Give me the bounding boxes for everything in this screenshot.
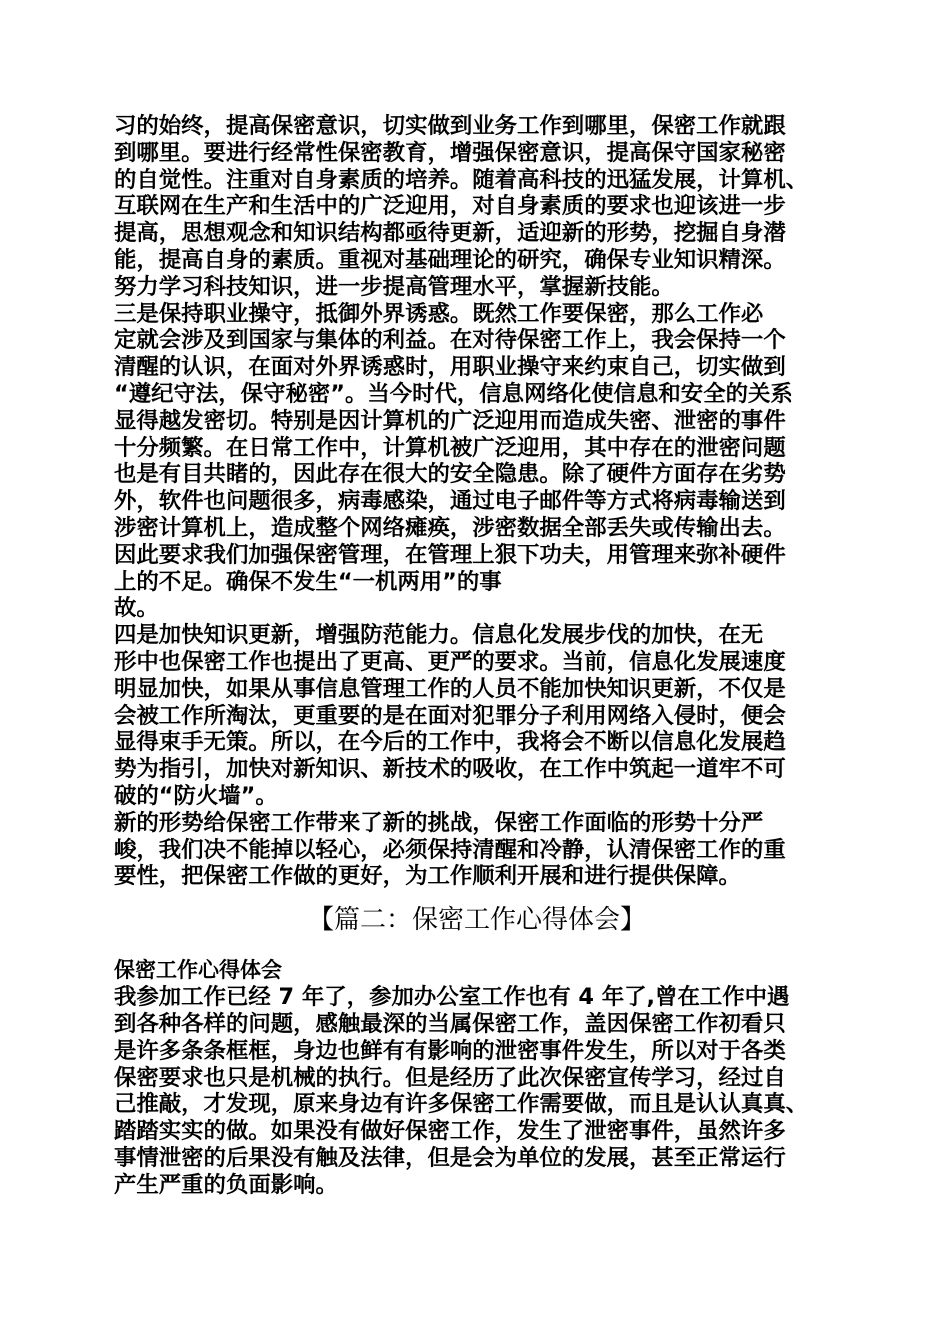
text-line: 己推敲，才发现，原来身边有许多保密工作需要做，而且是认认真真、: [114, 1091, 809, 1118]
text-line: 产生严重的负面影响。: [114, 1171, 338, 1198]
section-body-2: [114, 984, 840, 1198]
text-line: 努力学习科技知识，进一步提高管理水平，掌握新技能。: [114, 273, 674, 300]
text-line: 要性，把保密工作做的更好，为工作顺利开展和进行提供保障。: [114, 863, 741, 890]
text-line: 涉密计算机上，造成整个网络瘫痪，涉密数据全部丢失或传输出去。: [114, 514, 786, 541]
text-line: 三是保持职业操守，抵御外界诱惑。既然工作要保密，那么工作必: [114, 300, 764, 327]
document-page: [114, 113, 840, 1198]
text-line: 定就会涉及到国家与集体的利益。在对待保密工作上，我会保持一个: [114, 327, 786, 354]
text-line: 显得束手无策。所以，在今后的工作中，我将会不断以信息化发展趋: [114, 729, 786, 756]
text-line: 事情泄密的后果没有触及法律，但是会为单位的发展，甚至正常运行: [114, 1144, 786, 1171]
text-line: 是许多条条框框，身边也鲜有有影响的泄密事件发生，所以对于各类: [114, 1037, 786, 1064]
text-line: 会被工作所淘汰，更重要的是在面对犯罪分子利用网络入侵时，便会: [114, 702, 786, 729]
text-line: 新的形势给保密工作带来了新的挑战，保密工作面临的形势十分严: [114, 809, 764, 836]
text-line: 到哪里。要进行经常性保密教育，增强保密意识，提高保守国家秘密: [114, 139, 786, 166]
text-line: 提高，思想观念和知识结构都亟待更新，适迎新的形势，挖掘自身潜: [114, 220, 786, 247]
text-line: “遵纪守法，保守秘密”。当今时代，信息网络化使信息和安全的关系: [114, 380, 793, 407]
text-line: 峻，我们决不能掉以轻心，必须保持清醒和冷静，认清保密工作的重: [114, 836, 786, 863]
text-line: 故。: [114, 595, 159, 622]
section-heading: 【篇二：保密工作心得体会】: [307, 905, 646, 936]
article-title: 保密工作心得体会: [114, 958, 282, 983]
text-line: 到各种各样的问题，感触最深的当属保密工作，盖因保密工作初看只: [114, 1010, 786, 1037]
text-line: 势为指引，加快对新知识、新技术的吸收，在工作中筑起一道牢不可: [114, 756, 786, 783]
text-line: 保密要求也只是机械的执行。但是经历了此次保密宣传学习，经过自: [114, 1064, 786, 1091]
text-line: 上的不足。确保不发生“一机两用”的事: [114, 568, 502, 595]
text-line: 清醒的认识，在面对外界诱惑时，用职业操守来约束自己，切实做到: [114, 354, 786, 381]
text-line: 也是有目共睹的，因此存在很大的安全隐患。除了硬件方面存在劣势: [114, 461, 786, 488]
text-line: 四是加快知识更新，增强防范能力。信息化发展步伐的加快，在无: [114, 622, 764, 649]
text-line: 显得越发密切。特别是因计算机的广泛迎用而造成失密、泄密的事件: [114, 407, 786, 434]
text-line: 外，软件也问题很多，病毒感染，通过电子邮件等方式将病毒输送到: [114, 488, 786, 515]
text-line: 能，提高自身的素质。重视对基础理论的研究，确保专业知识精深。: [114, 246, 786, 273]
text-line: 因此要求我们加强保密管理，在管理上狠下功夫，用管理来弥补硬件: [114, 541, 786, 568]
text-line: 习的始终，提高保密意识，切实做到业务工作到哪里，保密工作就跟: [114, 113, 786, 139]
section-body-1: [114, 113, 840, 890]
text-line: 的自觉性。注重对自身素质的培养。随着高科技的迅猛发展，计算机、: [114, 166, 809, 193]
text-line: 互联网在生产和生活中的广泛迎用，对自身素质的要求也迎该进一步: [114, 193, 786, 220]
text-line: 破的“防火墙”。: [114, 782, 278, 809]
text-line: 我参加工作已经 7 年了，参加办公室工作也有 4 年了,曾在工作中遇: [114, 984, 790, 1011]
text-line: 十分频繁。在日常工作中，计算机被广泛迎用，其中存在的泄密问题: [114, 434, 786, 461]
text-line: 明显加快，如果从事信息管理工作的人员不能加快知识更新，不仅是: [114, 675, 786, 702]
text-line: 踏踏实实的做。如果没有做好保密工作，发生了泄密事件，虽然许多: [114, 1118, 786, 1145]
text-line: 形中也保密工作也提出了更高、更严的要求。当前，信息化发展速度: [114, 648, 786, 675]
